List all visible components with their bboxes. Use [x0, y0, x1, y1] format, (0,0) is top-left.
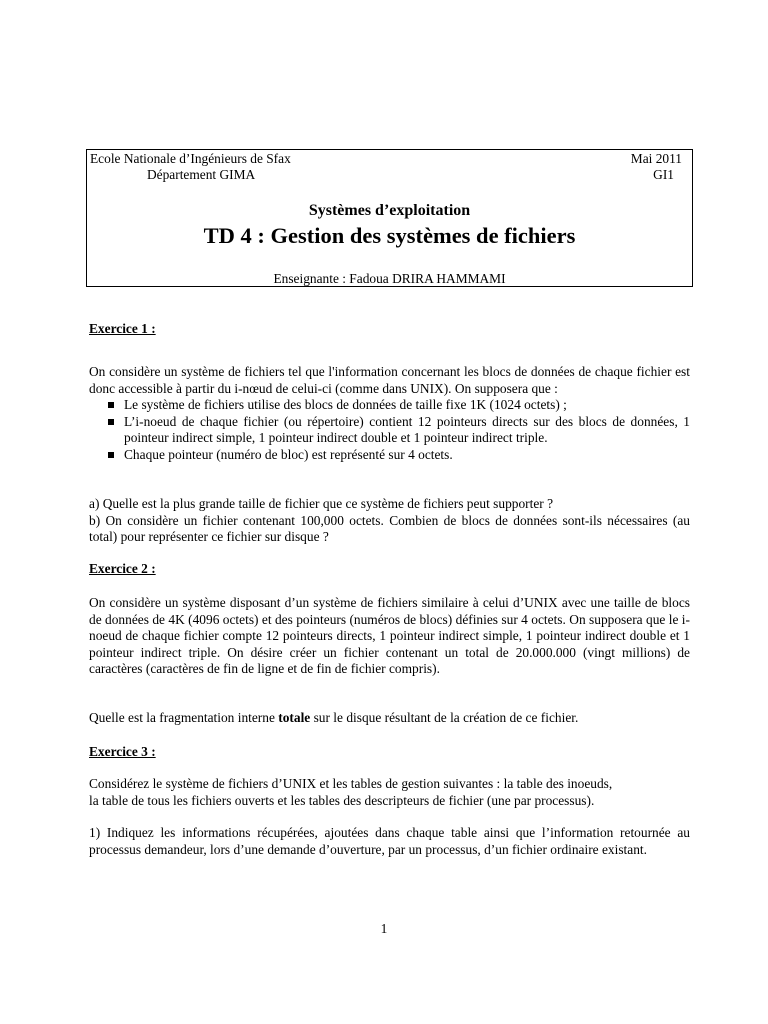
page-number: 1 — [380, 921, 388, 936]
exercise-3-question-1: 1) Indiquez les informations récupérées, ajoutées dans chaque table ainsi que l’information retournée au processus demandeur, lors d’une demande d’ouverture, par un processus, d’un fichier ordinaire existant. — [89, 825, 690, 857]
bullet-text: L’i-noeud de chaque fichier (ou répertoire) contient 12 pointeurs directs sur des blocs de données, 1 pointeur indirect simple, 1 pointeur indirect double et 1 pointeur indirect triple. — [124, 413, 690, 446]
exercise-2-question-start: Quelle est la fragmentation interne — [89, 710, 279, 725]
exercise-2-text: On considère un système disposant d’un système de fichiers similaire à celui d’UNIX avec une taille de blocs de données de 4K (4096 octets) et des pointeurs (numéros de blocs) définies sur 4 octets. On supposera que le i-noeud de chaque fichier compte 12 pointeurs directs, 1 pointeur indirect simple, 1 pointeur indirect double et 1 pointeur indirect triple. On désire créer un fichier contenant un total de 20.000.000 (vingt millions) de caractères (caractères de fin de ligne et de fin de fichier compris). — [89, 595, 690, 677]
square-bullet-icon — [108, 452, 114, 458]
square-bullet-icon — [108, 419, 114, 425]
exercise-2-question — [89, 710, 690, 727]
exercise-1-body — [89, 364, 690, 464]
exercise-1-title: Exercice 1 : — [89, 321, 156, 336]
exercise-1-intro: On considère un système de fichiers tel que l'information concernant les blocs de données de chaque fichier est donc accessible à partir du i-nœud de celui-ci (comme dans UNIX). On supposera que : — [89, 364, 690, 396]
square-bullet-icon — [108, 402, 114, 408]
exercise-1-question-b: b) On considère un fichier contenant 100,000 octets. Combien de blocs de données sont-ils nécessaires (au total) pour représenter ce fichier sur disque ? — [89, 512, 690, 545]
exercise-2-question-emphasis: totale — [278, 710, 311, 725]
list-item — [89, 397, 690, 414]
school-name: Ecole Nationale d’Ingénieurs de Sfax — [90, 151, 291, 166]
class-name: GI1 — [653, 167, 674, 182]
exercise-1-questions — [89, 496, 690, 546]
page-title: TD 4 : Gestion des systèmes de fichiers — [203, 223, 576, 248]
bullet-text: Le système de fichiers utilise des blocs de données de taille fixe 1K (1024 octets) ; — [124, 397, 567, 413]
bullet-text: Chaque pointeur (numéro de bloc) est représenté sur 4 octets. — [124, 446, 453, 462]
exercise-1-question-a: a) Quelle est la plus grande taille de fichier que ce système de fichiers peut supporter ? — [89, 496, 554, 511]
teacher-name: Enseignante : Fadoua DRIRA HAMMAMI — [273, 271, 506, 286]
exercise-3-title: Exercice 3 : — [89, 744, 156, 759]
exercise-3-intro-line-1: Considérez le système de fichiers d’UNIX et les tables de gestion suivantes : la table des inoeuds, — [89, 776, 613, 791]
list-item — [89, 414, 690, 447]
exercise-2-title: Exercice 2 : — [89, 561, 156, 576]
course-title: Systèmes d’exploitation — [308, 202, 471, 219]
document-date: Mai 2011 — [630, 151, 682, 166]
exercise-3-intro — [89, 776, 690, 809]
exercise-1-bullet-list — [89, 397, 690, 463]
header-box — [86, 149, 693, 287]
exercise-3-intro-line-2: la table de tous les fichiers ouverts et les tables des descripteurs de fichier (une par processus). — [89, 792, 595, 808]
department-name: Département GIMA — [147, 167, 256, 182]
list-item — [89, 447, 690, 464]
exercise-2-question-end: sur le disque résultant de la création de ce fichier. — [310, 710, 579, 725]
